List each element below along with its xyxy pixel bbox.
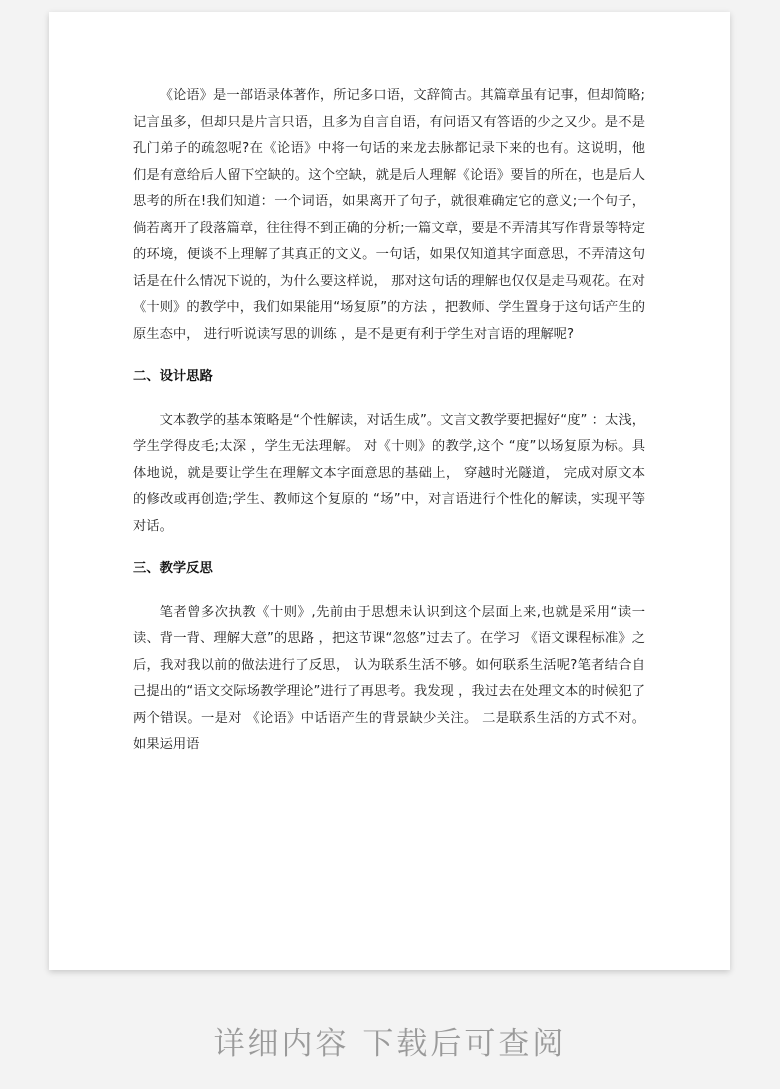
section-heading: 三、教学反思 — [133, 561, 213, 576]
document-page — [49, 12, 730, 970]
download-prompt: 详细内容 下载后可查阅 — [213, 1026, 567, 1062]
paragraph: 《论语》是一部语录体著作，所记多口语，文辞简古。其篇章虽有记事，但却简略;记言虽多，但却只是片言只语，且多为自言自语，有问语又有答语的少之又少。是不是孔门弟子的疏忽呢?在《论语》中将一句话的来龙去脉都记录下来的也有。这说明，他们是有意给后人留下空缺的。这个空缺，就是后人理解《论语》要旨的所在，也是后人思考的所在!我们知道：一个词语，如果离开了句子，就很难确定它的意义;一个句子，倘若离开了段落篇章，往往得不到正确的分析;一篇文章，要是不弄清其写作背景等特定的环境，便谈不上理解了其真正的文义。一句话，如果仅知道其字面意思，不弄清这句话是在什么情况下说的，为什么要这样说， 那对这句话的理解也仅仅是走马观花。在对《十则》的教学中，我们如果能用“场复原”的方法 ，把教师、学生置身于这句话产生的原生态中， 进行听说读写思的训练 ，是不是更有利于学生对言语的理解呢? — [133, 88, 645, 342]
paragraph: 文本教学的基本策略是“个性解读，对话生成”。文言文教学要把握好“度” ：太浅，学生学得皮毛;太深 ，学生无法理解。 对《十则》的教学,这个 “度”以场复原为标。具体地说，就是要让学生在理解文本字面意思的基础上， 穿越时光隧道， 完成对原文本的修改或再创造;学生、教师这个复原的 “场”中，对言语进行个性化的解读，实现平等对话。 — [133, 412, 645, 534]
document-body — [133, 83, 645, 759]
paragraph: 笔者曾多次执教《十则》,先前由于思想未认识到这个层面上来,也就是采用“读一读、背一背、理解大意”的思路 ，把这节课“忽悠”过去了。在学习 《语文课程标准》之后，我对我以前的做法进行了反思， 认为联系生活不够。如何联系生活呢?笔者结合自己提出的“语文交际场教学理论”进行了再思考。我发现 ，我过去在处理文本的时候犯了两个错误。一是对 《论语》中话语产生的背景缺少关注。 二是联系生活的方式不对。如果运用语 — [133, 604, 645, 752]
section-heading: 二、设计思路 — [133, 369, 213, 384]
